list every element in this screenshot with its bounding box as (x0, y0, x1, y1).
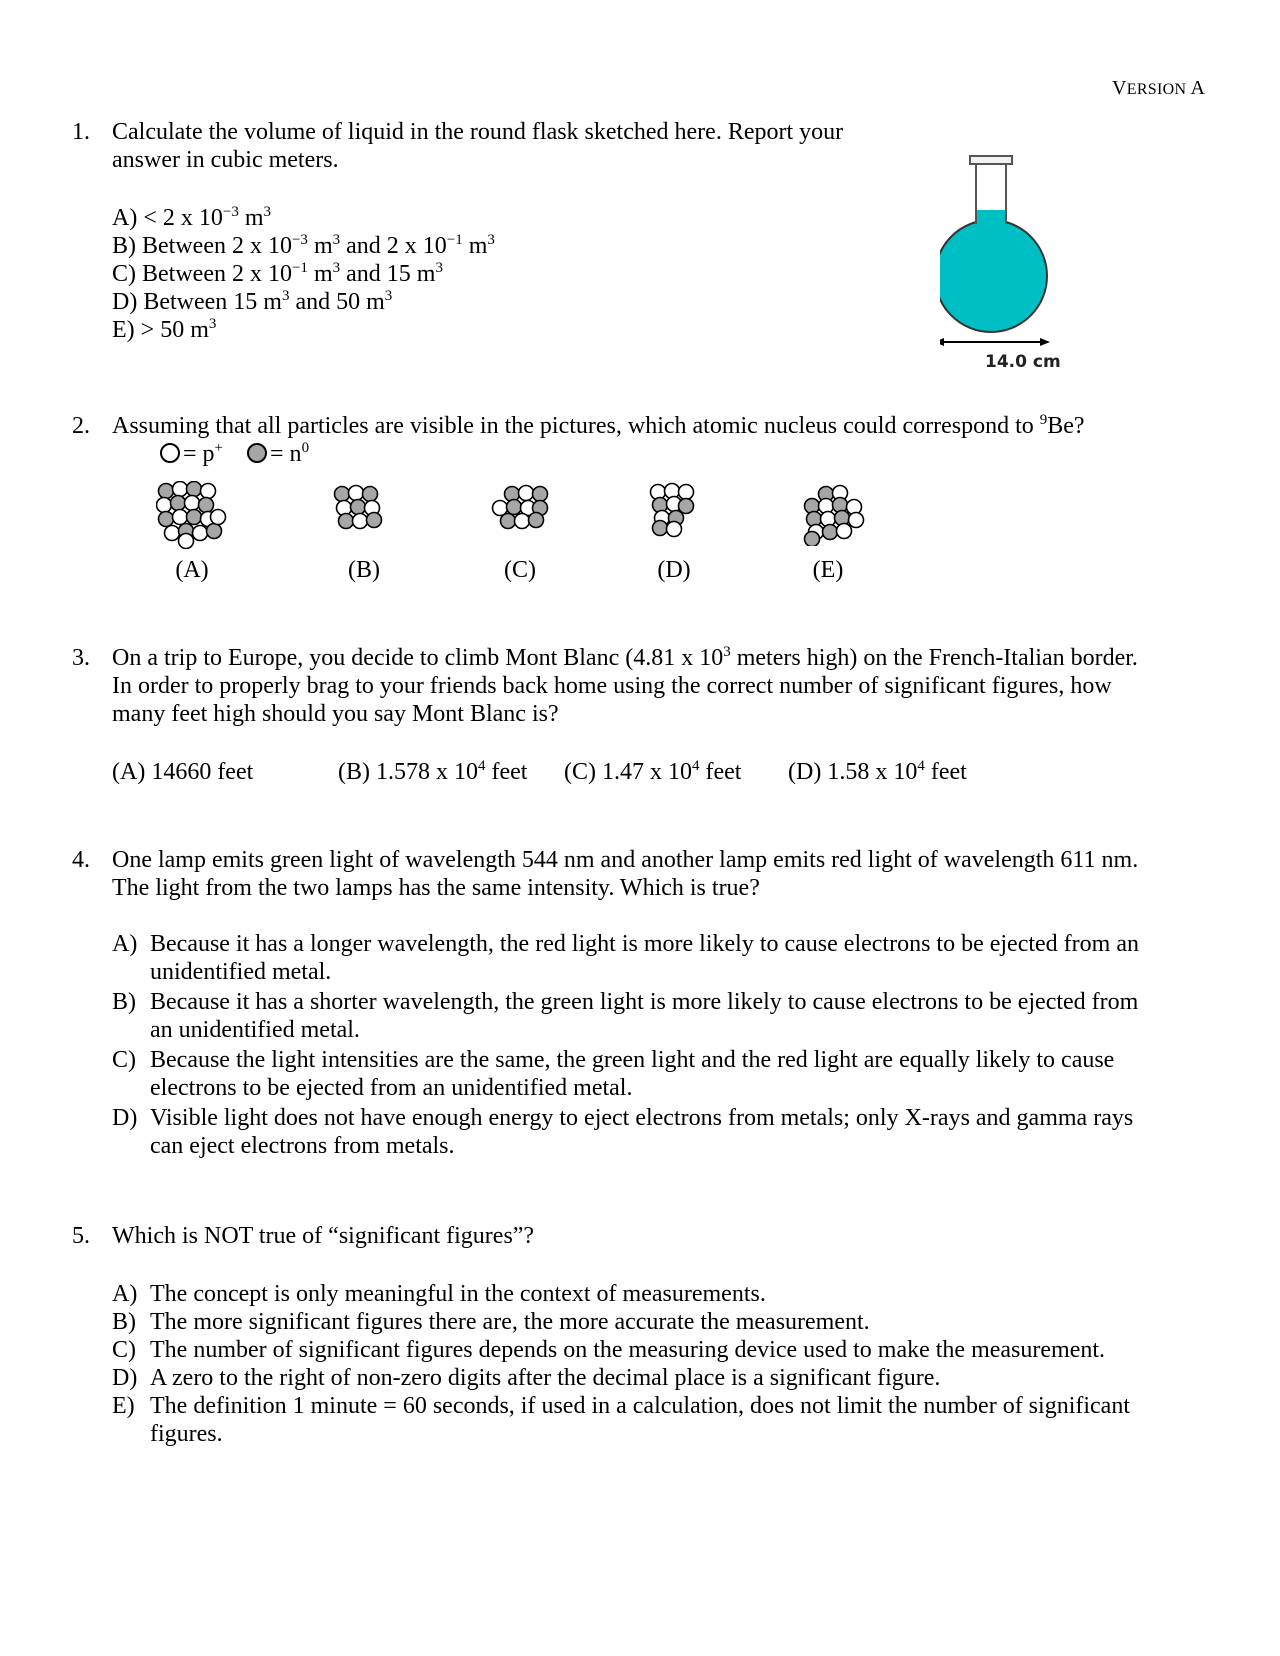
dimension-arrow (940, 338, 1050, 346)
option-c: (C) 1.47 x $10^4$ feet (564, 758, 742, 785)
option-letter: D) (112, 1105, 138, 1131)
proton-icon (160, 443, 180, 463)
option-e: E) > 50 $m^3$ (112, 316, 217, 343)
option-a-text: Because it has a longer wavelength, the red light is more likely to cause electrons to be ejected from an (150, 931, 1139, 957)
option-d-text: Visible light does not have enough energy to eject electrons from metals; only X-rays and gamma rays (150, 1105, 1134, 1131)
option-a-text: The concept is only meaningful in the context of measurements. (150, 1281, 766, 1307)
question-number: 1. (72, 119, 90, 145)
option-a: A) < 2 x $10^{-3}$ $m^3$ (112, 204, 272, 231)
option-d-text: A zero to the right of non-zero digits after the decimal place is a significant figure. (150, 1365, 941, 1391)
choice-label-a: (A) (175, 557, 209, 583)
question-number: 3. (72, 645, 90, 671)
question-text: Calculate the volume of liquid in the round flask sketched here. Report your (112, 119, 844, 145)
particle-legend: = p+ = $n^0$ (160, 440, 309, 468)
option-d: D) Between 15 $m^3$ and 50 $m^3$ (112, 288, 393, 315)
option-c-text: Because the light intensities are the same, the green light and the red light are equally likely to cause (150, 1047, 1115, 1073)
option-letter: B) (112, 1309, 136, 1335)
option-c-text: The number of significant figures depends on the measuring device used to make the measurement. (150, 1337, 1106, 1363)
option-b-text: an unidentified metal. (150, 1017, 360, 1043)
question-text: Which is NOT true of “significant figures”? (112, 1223, 535, 1249)
question-number: 4. (72, 847, 90, 873)
option-letter: C) (112, 1337, 136, 1363)
question-text: In order to properly brag to your friends back home using the correct number of significant figures, how (112, 673, 1112, 699)
option-a: (A) 14660 feet (112, 759, 254, 785)
choice-label-d: (D) (657, 557, 691, 583)
choice-label-c: (C) (504, 557, 536, 583)
choice-label-b: (B) (348, 557, 380, 583)
option-d: (D) 1.58 x $10^4$ feet (788, 758, 967, 785)
option-e-text: figures. (150, 1421, 223, 1447)
question-number: 2. (72, 413, 90, 439)
option-letter: C) (112, 1047, 136, 1073)
option-letter: D) (112, 1365, 138, 1391)
choice-label-e: (E) (812, 557, 844, 583)
version-label: VERSION A (1112, 77, 1206, 99)
nucleus-d (648, 482, 698, 538)
nucleus-e (802, 484, 868, 546)
option-letter: A) (112, 931, 138, 957)
option-c: C) Between 2 x $10^{-1}$ $m^3$ and 15 $m^3$ (112, 260, 443, 287)
neutron-icon (247, 443, 267, 463)
question-text: Assuming that all particles are visible in the pictures, which atomic nucleus could correspond to $^9$Be? (112, 412, 1085, 439)
option-letter: B) (112, 989, 136, 1015)
option-b-text: The more significant figures there are, the more accurate the measurement. (150, 1309, 870, 1335)
option-d-text: can eject electrons from metals. (150, 1133, 455, 1159)
nucleus-c (490, 484, 550, 532)
option-a-text: unidentified metal. (150, 959, 332, 985)
question-text: answer in cubic meters. (112, 147, 339, 173)
question-text: On a trip to Europe, you decide to climb Mont Blanc (4.81 x $10^3$ meters high) on the French-Italian border. (112, 644, 1138, 671)
option-letter: E) (112, 1393, 135, 1419)
question-text: many feet high should you say Mont Blanc is? (112, 701, 559, 727)
option-c-text: electrons to be ejected from an unidentified metal. (150, 1075, 633, 1101)
question-number: 5. (72, 1223, 90, 1249)
option-b: (B) 1.578 x $10^4$ feet (338, 758, 528, 785)
round-flask-figure (940, 150, 1090, 380)
question-text: The light from the two lamps has the same intensity. Which is true? (112, 875, 760, 901)
option-letter: A) (112, 1281, 138, 1307)
option-e-text: The definition 1 minute = 60 seconds, if used in a calculation, does not limit the number of significant (150, 1393, 1130, 1419)
flask-rim (970, 156, 1012, 164)
flask-bulb (940, 220, 1047, 332)
option-b-text: Because it has a shorter wavelength, the green light is more likely to cause electrons to be ejected from (150, 989, 1139, 1015)
flask-dimension-label: 14.0 cm (985, 352, 1061, 372)
question-text: One lamp emits green light of wavelength 544 nm and another lamp emits red light of wavelength 611 nm. (112, 847, 1139, 873)
option-b: B) Between 2 x $10^{-3}$ $m^3$ and 2 x $10^{-1}$ $m^3$ (112, 232, 495, 259)
nucleus-b (332, 484, 384, 532)
nucleus-a (156, 481, 230, 549)
